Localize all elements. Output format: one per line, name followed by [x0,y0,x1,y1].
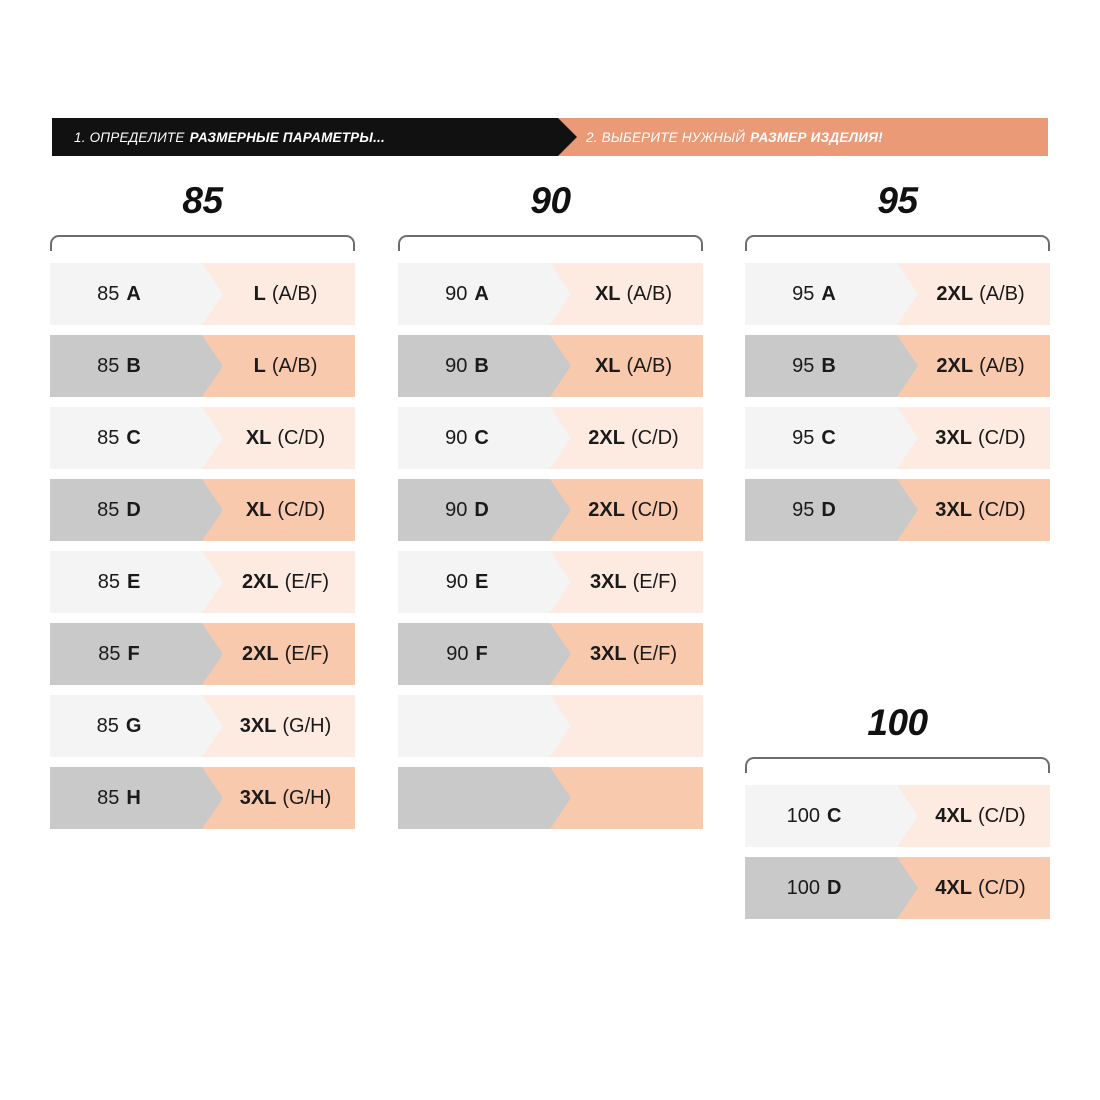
cup-value: D [826,876,842,899]
row-size [897,479,1050,541]
row-band-cup [50,479,202,541]
row-size [202,695,355,757]
cup-value: E [126,570,141,593]
band-value: 85 [97,570,120,593]
size-cups: (C/D) [277,426,326,449]
row-band-cup [50,767,202,829]
group-bracket [398,235,703,251]
cup-value: E [474,570,489,593]
band-value: 90 [445,498,468,521]
size-cups: (G/H) [282,786,332,809]
table-row [398,479,703,541]
cup-value: B [126,354,141,377]
table-row [50,551,355,613]
band-value: 85 [97,426,120,449]
row-size [550,623,703,685]
row-size [550,407,703,469]
row-band-cup [398,335,550,397]
row-size [897,263,1050,325]
banner-step-2-bold: РАЗМЕР ИЗДЕЛИЯ! [750,129,883,145]
size-value: L [253,354,266,377]
cup-value: B [474,354,489,377]
banner-step-1 [52,118,558,156]
cup-value: C [821,426,836,449]
cup-value: H [126,786,141,809]
row-band-cup [745,335,897,397]
group-title: 100 [867,702,928,743]
band-value: 95 [792,498,815,521]
size-value: XL [245,498,272,521]
steps-banner [52,118,1048,156]
table-row [50,263,355,325]
group-bracket [50,235,355,251]
size-cups: (G/H) [282,714,332,737]
size-cups: (C/D) [977,804,1026,827]
row-band-cup [398,479,550,541]
table-row [50,767,355,829]
banner-step-2 [546,118,1048,156]
row-size [550,695,703,757]
row-band-cup [50,263,202,325]
row-band-cup [745,857,897,919]
row-band-cup [50,335,202,397]
band-value: 90 [446,642,469,665]
size-value: 2XL [588,426,625,449]
table-row [745,857,1050,919]
cup-value: D [126,498,141,521]
row-size [897,335,1050,397]
row-size [202,263,355,325]
size-group-100 [745,697,1050,929]
table-row [745,335,1050,397]
size-group-95 [745,175,1050,551]
size-cups: (A/B) [979,282,1025,305]
size-cups: (E/F) [284,642,330,665]
row-size [897,407,1050,469]
cup-value: A [474,282,489,305]
cup-value: D [474,498,489,521]
size-value: XL [245,426,272,449]
size-value: 2XL [936,282,974,305]
size-value: 3XL [239,714,277,737]
size-cups: (A/B) [271,354,318,377]
banner-step-1-light: 1. ОПРЕДЕЛИТЕ [74,129,185,145]
band-value: 85 [98,642,121,665]
row-band-cup [745,407,897,469]
table-row-empty [398,695,703,757]
table-row [398,407,703,469]
row-band-cup [398,263,550,325]
banner-step-2-light: 2. ВЫБЕРИТЕ НУЖНЫЙ [586,129,746,145]
row-band-cup [398,551,550,613]
row-size [550,335,703,397]
size-value: XL [594,282,621,305]
row-band-cup [745,479,897,541]
cup-value: F [127,642,140,665]
size-cups: (A/B) [626,282,673,305]
group-title: 85 [182,180,223,221]
table-row [398,623,703,685]
cup-value: A [821,282,836,305]
row-band-cup [50,407,202,469]
cup-value: D [821,498,836,521]
table-row [50,479,355,541]
size-value: XL [594,354,621,377]
size-value: 3XL [935,498,972,521]
size-cups: (A/B) [979,354,1025,377]
size-value: L [253,282,266,305]
table-row [50,695,355,757]
row-band-cup [398,767,550,829]
table-row [745,407,1050,469]
cup-value: F [475,642,488,665]
size-value: 2XL [936,354,974,377]
band-value: 85 [97,282,120,305]
row-size [550,551,703,613]
table-row [50,335,355,397]
band-value: 90 [445,570,468,593]
cup-value: C [474,426,489,449]
size-cups: (C/D) [630,426,679,449]
size-cups: (C/D) [977,876,1026,899]
group-bracket [745,235,1050,251]
row-size [550,767,703,829]
size-cups: (A/B) [626,354,673,377]
table-row [745,263,1050,325]
size-value: 4XL [935,804,972,827]
row-size [550,479,703,541]
size-value: 4XL [935,876,972,899]
row-band-cup [745,263,897,325]
band-value: 85 [97,786,120,809]
size-cups: (C/D) [277,498,326,521]
size-value: 3XL [239,786,277,809]
table-row [398,263,703,325]
band-value: 90 [445,354,468,377]
band-value: 90 [445,426,468,449]
band-value: 95 [792,282,815,305]
row-band-cup [745,785,897,847]
cup-value: C [126,426,141,449]
cup-value: B [821,354,836,377]
table-row [398,335,703,397]
cup-value: C [826,804,842,827]
band-value: 100 [786,876,820,899]
row-band-cup [50,551,202,613]
band-value: 95 [792,354,815,377]
table-row [398,551,703,613]
banner-step-1-bold: РАЗМЕРНЫЕ ПАРАМЕТРЫ... [189,129,385,145]
size-cups: (C/D) [630,498,679,521]
cup-value: A [126,282,141,305]
band-value: 85 [97,354,120,377]
size-value: 3XL [589,642,627,665]
band-value: 95 [792,426,815,449]
table-row [745,479,1050,541]
size-cups: (E/F) [632,570,678,593]
row-size [897,785,1050,847]
row-size [897,857,1050,919]
row-band-cup [398,623,550,685]
row-size [202,623,355,685]
row-size [202,551,355,613]
row-size [202,479,355,541]
size-cups: (C/D) [977,426,1026,449]
band-value: 90 [445,282,468,305]
size-cups: (E/F) [632,642,678,665]
row-band-cup [398,407,550,469]
table-row-empty [398,767,703,829]
table-row [745,785,1050,847]
group-title: 90 [530,180,571,221]
table-row [50,623,355,685]
size-value: 2XL [241,570,279,593]
row-band-cup [50,695,202,757]
size-group-90 [398,175,703,839]
cup-value: G [125,714,142,737]
size-value: 3XL [935,426,972,449]
row-size [202,407,355,469]
band-value: 85 [97,498,120,521]
size-cups: (A/B) [271,282,318,305]
band-value: 100 [786,804,820,827]
size-value: 3XL [589,570,627,593]
group-bracket [745,757,1050,773]
row-size [550,263,703,325]
size-group-85 [50,175,355,839]
row-size [202,335,355,397]
band-value: 85 [96,714,119,737]
row-band-cup [398,695,550,757]
size-cups: (E/F) [284,570,330,593]
group-title: 95 [877,180,918,221]
size-cups: (C/D) [977,498,1026,521]
row-size [202,767,355,829]
table-row [50,407,355,469]
size-value: 2XL [241,642,279,665]
size-value: 2XL [588,498,625,521]
row-band-cup [50,623,202,685]
